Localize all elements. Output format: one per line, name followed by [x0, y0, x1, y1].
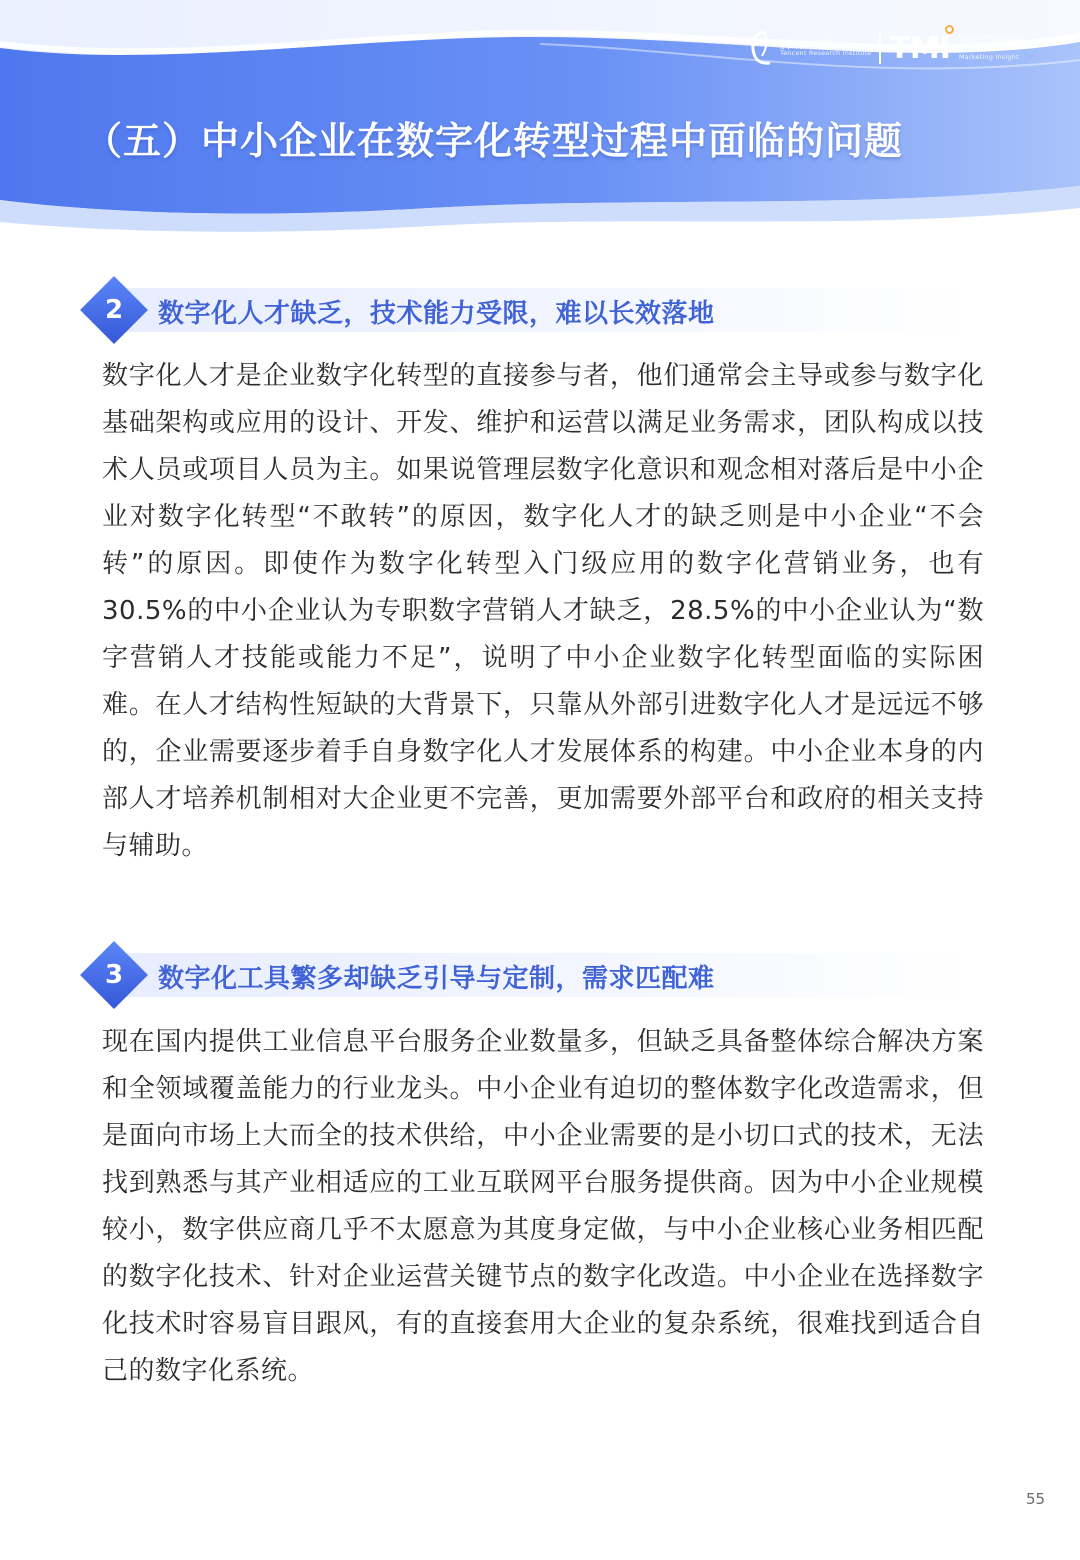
brand-right-en-1: Tencent — [958, 45, 986, 54]
heading-number: 2 — [104, 295, 124, 325]
brand-left-zh: 腾讯研究院 — [780, 37, 835, 51]
section-2-body: 数字化人才是企业数字化转型的直接参与者，他们通常会主导或参与数字化基础架构或应用的设计、开发、维护和运营以满足业务需求，团队构成以技术人员或项目人员为主。如果说管理层数字化意识和观念相对落后是中小企业对数字化转型“不敢转”的原因，数字化人才的缺乏则是中小企业“不会转”的原因。即使作为数字化转型入门级应用的数字化营销业务，也有30.5%的中小企业认为专职数字营销人才缺乏，28.5%的中小企业认为“数字营销人才技能或能力不足”，说明了中小企业数字化转型面临的实际困难。在人才结构性短缺的大背景下，只靠从外部引进数字化人才是远远不够的，企业需要逐步着手自身数字化人才发展体系的构建。中小企业本身的内部人才培养机制相对大企业更不完善，更加需要外部平台和政府的相关支持与辅助。 — [102, 361, 984, 861]
heading-text: 数字化工具繁多却缺乏引导与定制，需求匹配难 — [158, 964, 715, 994]
brand-left-en: Tencent Research Institute — [780, 49, 872, 58]
tencent-marketing-insight-logo — [959, 35, 1025, 60]
brand-logos — [748, 26, 1025, 70]
heading-text: 数字化人才缺乏，技术能力受限，难以长效落地 — [158, 299, 715, 329]
brand-right-zh: 腾讯营销洞察 — [958, 34, 1025, 48]
section-heading-3 — [84, 945, 964, 1005]
tmi-dot-icon — [945, 25, 954, 34]
page-title: （五）中小企业在数字化转型过程中面临的问题 — [84, 119, 904, 163]
section-heading-2 — [84, 280, 964, 340]
tmi-logo — [889, 31, 950, 66]
brand-right-en-2: Marketing Insight — [958, 52, 1019, 61]
heading-number: 3 — [104, 960, 124, 990]
section-3-body: 现在国内提供工业信息平台服务企业数量多，但缺乏具备整体综合解决方案和全领域覆盖能力的行业龙头。中小企业有迫切的整体数字化改造需求，但是面向市场上大而全的技术供给，中小企业需要的是小切口式的技术，无法找到熟悉与其产业相适应的工业互联网平台服务提供商。因为中小企业规模较小，数字供应商几乎不太愿意为其度身定做，与中小企业核心业务相匹配的数字化技术、针对企业运营关键节点的数字化改造。中小企业在选择数字化技术时容易盲目跟风，有的直接套用大企业的复杂系统，很难找到适合自己的数字化系统。 — [102, 1027, 984, 1386]
logo-divider — [879, 32, 881, 64]
tencent-research-logo — [748, 30, 871, 66]
tencent-research-mark-icon — [748, 30, 774, 66]
tmi-logo-text: TMI — [889, 30, 951, 66]
page-number: 55 — [1026, 1490, 1046, 1508]
